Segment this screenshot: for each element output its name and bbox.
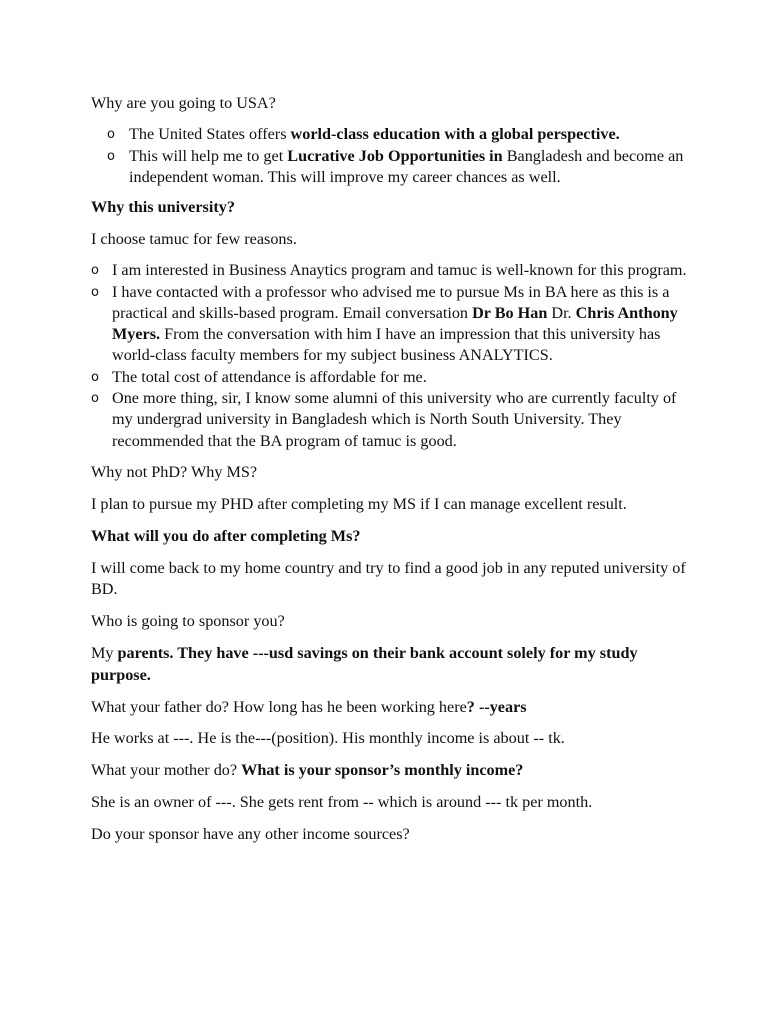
question-father [91, 697, 691, 718]
question-father-text: What your father do? How long has he been working here [91, 697, 467, 716]
document-page [91, 93, 691, 845]
list-item-text: I have contacted with a professor who advised me to pursue Ms in BA here as this is a practical and skills-based program. Email conversation [112, 282, 670, 322]
hollow-bullet-icon: o [107, 148, 115, 164]
professor-name-2: Chris Anthony Myers. [112, 303, 678, 344]
university-reasons-list [91, 260, 691, 452]
question-after-ms: What will you do after completing Ms? [91, 527, 361, 546]
answer-sponsor-text: My [91, 644, 118, 663]
question-why-university: Why this university? [91, 198, 235, 217]
answer-mother: She is an owner of ---. She gets rent from -- which is around --- tk per month. [91, 792, 593, 811]
answer-university-intro: I choose tamuc for few reasons. [91, 229, 297, 248]
question-mother [91, 760, 691, 781]
list-item-text: From the conversation with him I have an impression that this university has world-class faculty members for my subject business ANALYTICS. [112, 325, 661, 365]
list-item [91, 367, 691, 388]
list-item-bold-text: Lucrative Job Opportunities in [287, 146, 503, 165]
answer-sponsor [91, 643, 691, 686]
question-other-income: Do your sponsor have any other income sources? [91, 824, 410, 843]
list-item [91, 388, 691, 452]
answer-phd: I plan to pursue my PHD after completing my MS if I can manage excellent result. [91, 495, 627, 514]
list-item-text: The United States offers [129, 125, 291, 144]
hollow-bullet-icon: o [91, 369, 99, 385]
list-item-text: Dr. [547, 303, 576, 322]
answer-father: He works at ---. He is the---(position). His monthly income is about -- tk. [91, 729, 565, 748]
question-mother-bold: What is your sponsor’s monthly income? [241, 761, 524, 780]
list-item-text: The total cost of attendance is affordable for me. [112, 367, 427, 386]
professor-name-1: Dr Bo Han [472, 303, 548, 322]
list-item [91, 260, 691, 281]
hollow-bullet-icon: o [107, 127, 115, 143]
question-father-bold: ? --years [466, 697, 527, 716]
list-item-text: This will help me to get [129, 146, 288, 165]
hollow-bullet-icon: o [91, 284, 99, 300]
question-why-usa: Why are you going to USA? [91, 94, 276, 112]
answer-sponsor-bold: parents. They have ---usd savings on their bank account solely for my study purpose. [91, 644, 638, 684]
list-item [91, 124, 691, 145]
question-sponsor: Who is going to sponsor you? [91, 611, 285, 630]
hollow-bullet-icon: o [91, 263, 99, 279]
list-item-bold-text: world-class education with a global perspective. [290, 125, 620, 144]
usa-reasons-list [91, 124, 691, 188]
list-item [91, 282, 691, 367]
list-item-text: Bangladesh and become an independent woman. This will improve my career chances as well. [129, 146, 684, 186]
answer-after-ms: I will come back to my home country and try to find a good job in any reputed university of BD. [91, 558, 686, 599]
list-item-text: I am interested in Business Anaytics program and tamuc is well-known for this program. [112, 261, 687, 280]
question-why-not-phd: Why not PhD? Why MS? [91, 463, 258, 482]
hollow-bullet-icon: o [91, 391, 99, 407]
list-item-text: One more thing, sir, I know some alumni of this university who are currently faculty of my undergrad university in Bangladesh which is North South University. They recommended that the BA program of tamuc is good. [112, 389, 677, 450]
question-mother-text: What your mother do? [91, 761, 242, 780]
list-item [91, 146, 691, 189]
